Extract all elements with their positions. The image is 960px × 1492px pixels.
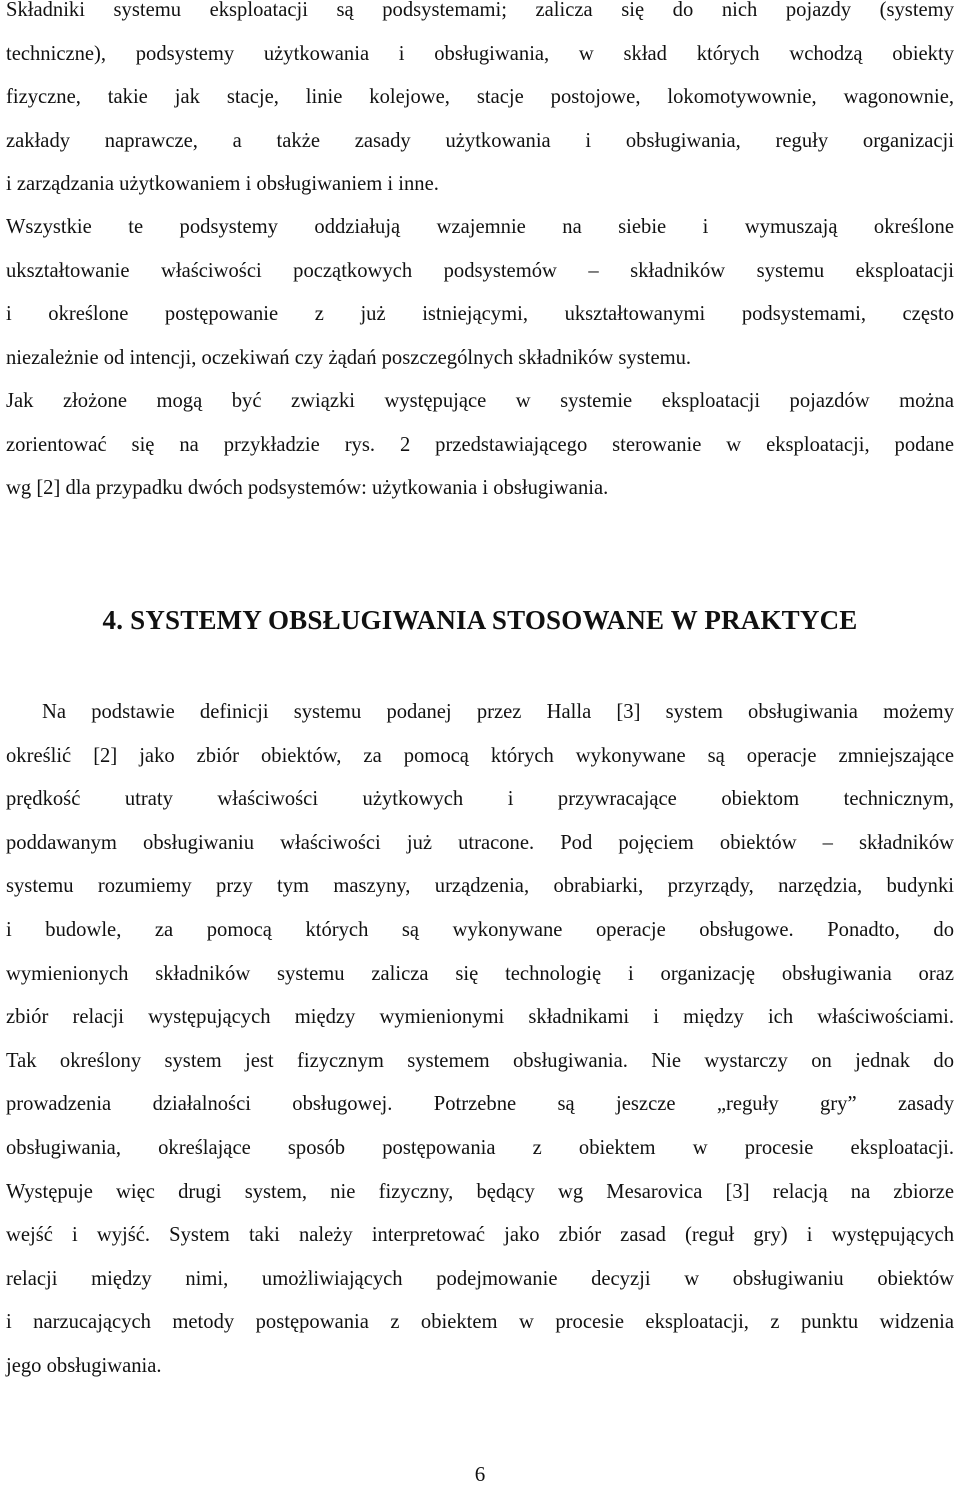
text-line: Na podstawie definicji systemu podanej przez Halla [3] system obsługiwania możemy — [42, 701, 954, 723]
text-line: wg [2] dla przypadku dwóch podsystemów: użytkowania i obsługiwania. — [6, 477, 609, 500]
paragraph-maintenance-systems — [6, 691, 954, 1389]
text-line: systemu rozumiemy przy tym maszyny, urządzenia, obrabiarki, przyrządy, narzędzia, budynki — [6, 875, 954, 898]
text-line: relacji między nimi, umożliwiających podejmowanie decyzji w obsługiwaniu obiektów — [6, 1267, 954, 1290]
text-line: i określone postępowanie z już istniejącymi, ukształtowanymi podsystemami, często — [6, 303, 954, 326]
text-line: określić [2] jako zbiór obiektów, za pomocą których wykonywane są operacje zmniejszające — [6, 744, 954, 767]
text-line: ukształtowanie właściwości początkowych podsystemów – składników systemu eksploatacji — [6, 259, 954, 282]
text-line: i zarządzania użytkowaniem i obsługiwaniem i inne. — [6, 173, 439, 196]
paragraph-system-components — [6, 0, 954, 207]
paragraph-subsystem-interaction — [6, 206, 954, 380]
page-number: 6 — [474, 1462, 486, 1486]
text-line: obsługiwania, określające sposób postępowania z obiektem w procesie eksploatacji. — [6, 1136, 954, 1159]
section-heading: 4. SYSTEMY OBSŁUGIWANIA STOSOWANE W PRAKTYCE — [102, 605, 858, 635]
text-line: prędkość utraty właściwości użytkowych i przywracające obiektom technicznym, — [6, 788, 954, 811]
text-line: niezależnie od intencji, oczekiwań czy żądań poszczególnych składników systemu. — [6, 346, 692, 369]
text-line: Jak złożone mogą być związki występujące w systemie eksploatacji pojazdów można — [6, 390, 954, 412]
text-line: poddawanym obsługiwaniu właściwości już utracone. Pod pojęciem obiektów – składników — [6, 831, 954, 854]
text-line: prowadzenia działalności obsługowej. Potrzebne są jeszcze „reguły gry” zasady — [6, 1093, 954, 1116]
text-line: zakłady naprawcze, a także zasady użytkowania i obsługiwania, reguły organizacji — [6, 129, 954, 152]
text-line: i narzucających metody postępowania z obiektem w procesie eksploatacji, z punktu widzenia — [6, 1311, 954, 1334]
text-line: zbiór relacji występujących między wymienionymi składnikami i między ich właściwościami. — [6, 1006, 954, 1029]
text-line: Składniki systemu eksploatacji są podsystemami; zalicza się do nich pojazdy (systemy — [6, 0, 954, 21]
text-line: i budowle, za pomocą których są wykonywane operacje obsługowe. Ponadto, do — [6, 918, 954, 941]
text-line: wejść i wyjść. System taki należy interpretować jako zbiór zasad (reguł gry) i występujących — [6, 1224, 954, 1247]
paragraph-figure-reference — [6, 380, 954, 511]
text-line: jego obsługiwania. — [6, 1354, 162, 1377]
text-line: Wszystkie te podsystemy oddziałują wzajemnie na siebie i wymuszają określone — [6, 216, 954, 238]
text-line: wymienionych składników systemu zalicza się technologię i organizację obsługiwania oraz — [6, 962, 954, 985]
text-line: Tak określony system jest fizycznym systemem obsługiwania. Nie wystarczy on jednak do — [6, 1049, 954, 1072]
text-line: techniczne), podsystemy użytkowania i obsługiwania, w skład których wchodzą obiekty — [6, 42, 954, 65]
text-line: fizyczne, takie jak stacje, linie kolejowe, stacje postojowe, lokomotywownie, wagonownie, — [6, 86, 954, 109]
text-line: Występuje więc drugi system, nie fizyczny, będący wg Mesarovica [3] relacją na zbiorze — [6, 1180, 954, 1203]
text-line: zorientować się na przykładzie rys. 2 przedstawiającego sterowanie w eksploatacji, podane — [6, 433, 954, 456]
